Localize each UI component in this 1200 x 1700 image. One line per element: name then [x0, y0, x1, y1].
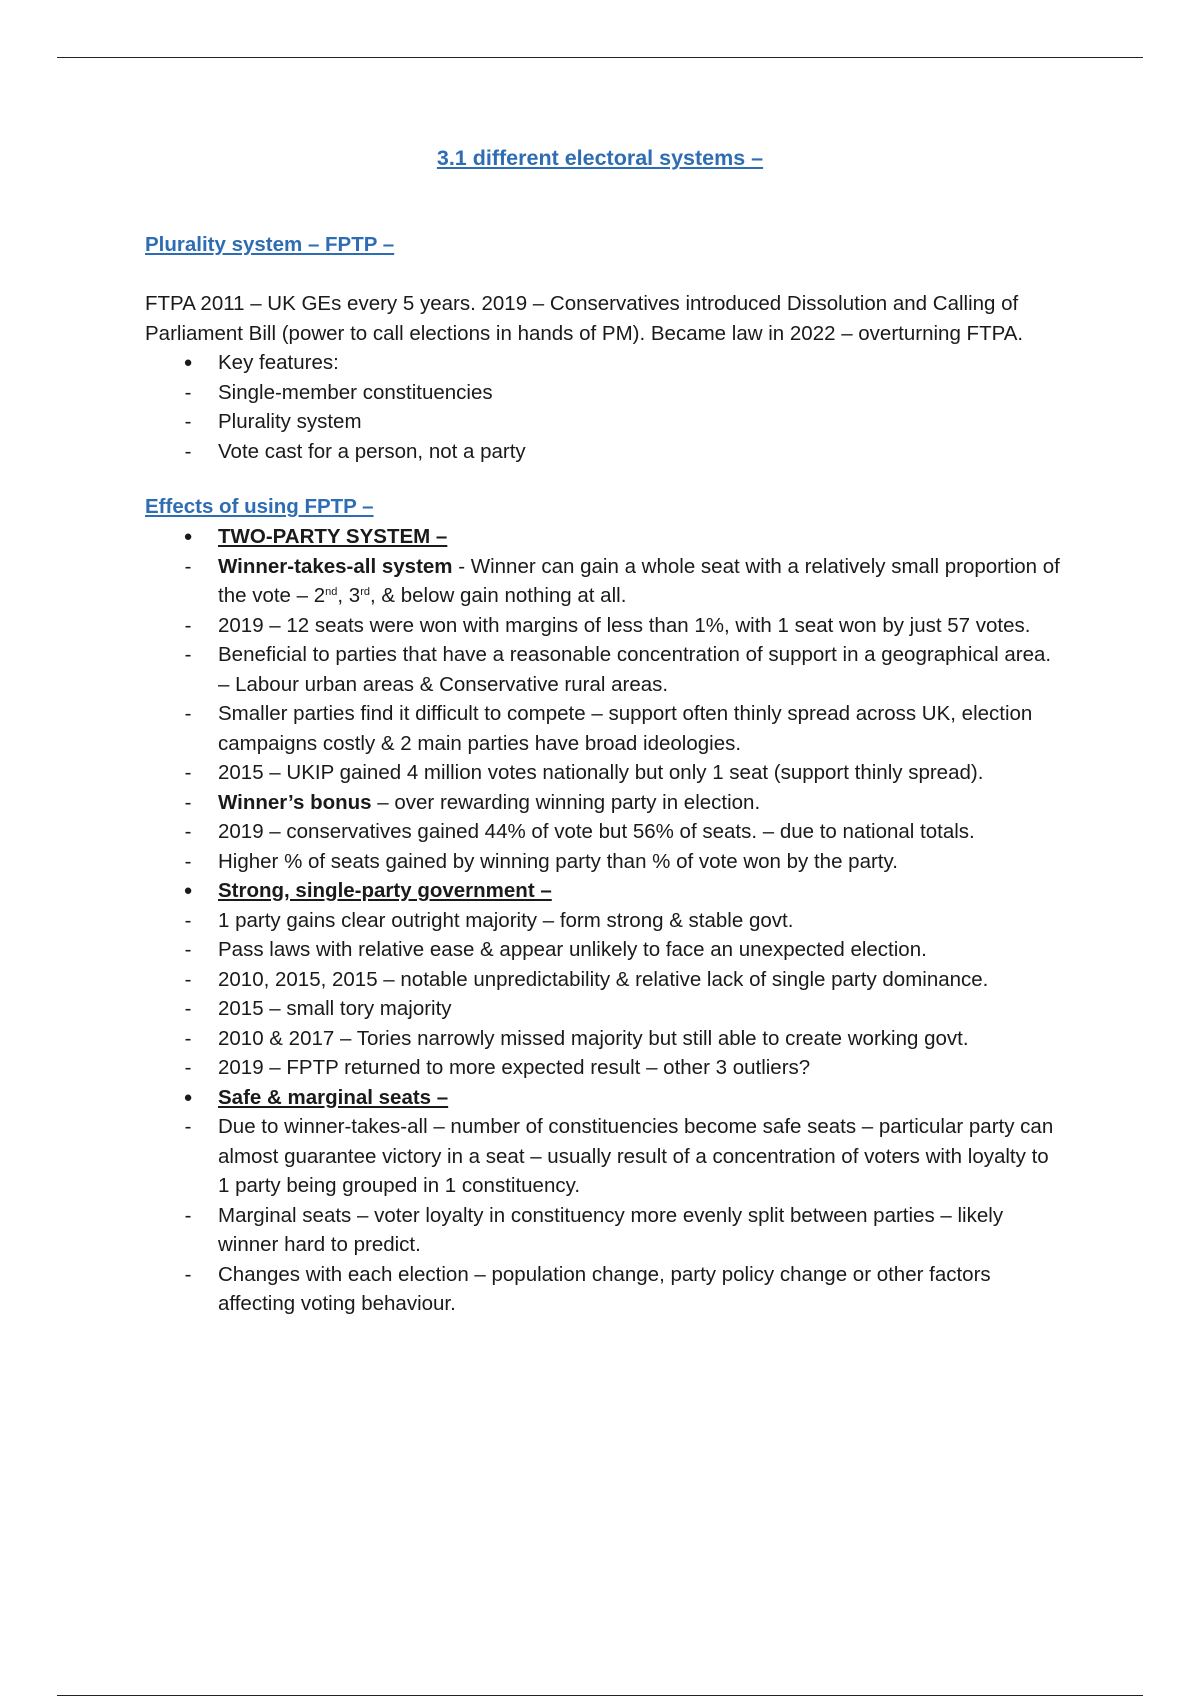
strong-govt-list	[145, 876, 1065, 1083]
bottom-rule	[57, 1695, 1143, 1696]
list-item: - Vote cast for a person, not a party	[145, 437, 1065, 467]
dash-icon: -	[184, 938, 192, 961]
bullet-icon: ●	[183, 528, 193, 545]
dash-icon: -	[184, 820, 192, 843]
list-item: - Higher % of seats gained by winning party than % of vote won by the party.	[145, 847, 1065, 877]
list-item	[145, 1083, 1065, 1113]
effects-heading: Effects of using FPTP –	[145, 495, 374, 518]
list-item: - 2019 – 12 seats were won with margins of less than 1%, with 1 seat won by just 57 votes.	[145, 611, 1065, 641]
key-features-list	[145, 348, 1065, 466]
dash-icon: -	[184, 1262, 192, 1286]
dash-icon: -	[184, 613, 192, 637]
list-item: - 2019 – FPTP returned to more expected result – other 3 outliers?	[145, 1053, 1065, 1083]
dash-icon: -	[184, 967, 192, 991]
list-item: - 2019 – conservatives gained 44% of vote but 56% of seats. – due to national totals.	[145, 817, 1065, 847]
list-item	[145, 876, 1065, 906]
bullet-icon: ●	[183, 1088, 193, 1106]
list-item: - Marginal seats – voter loyalty in constituency more evenly split between parties – likely winner hard to predict.	[145, 1201, 1065, 1260]
list-item: ● Key features:	[145, 348, 1065, 378]
list-item: - 2010 & 2017 – Tories narrowly missed majority but still able to create working govt.	[145, 1024, 1065, 1054]
dash-icon: -	[184, 1203, 192, 1227]
list-item: - Winner’s bonus – over rewarding winning party in election.	[145, 788, 1065, 818]
list-item: - 2010, 2015, 2015 – notable unpredictability & relative lack of single party dominance.	[145, 965, 1065, 995]
dash-icon: -	[184, 1026, 192, 1050]
two-party-heading: TWO-PARTY SYSTEM –	[218, 525, 448, 548]
dash-icon: -	[184, 439, 192, 463]
dash-icon: -	[184, 997, 192, 1020]
dash-icon: -	[184, 1056, 192, 1079]
dash-icon: -	[184, 380, 192, 404]
bullet-icon: ●	[183, 882, 193, 899]
dash-icon: -	[184, 849, 192, 873]
list-item: - 2015 – small tory majority	[145, 994, 1065, 1024]
safe-marginal-list	[145, 1083, 1065, 1319]
list-item: - Single-member constituencies	[145, 378, 1065, 408]
strong-govt-heading: Strong, single-party government –	[218, 879, 552, 902]
dash-icon: -	[184, 554, 192, 578]
list-item: - Beneficial to parties that have a reasonable concentration of support in a geographical area. – Labour urban areas & Conservative rural areas.	[145, 640, 1065, 699]
two-party-list	[145, 522, 1065, 876]
dash-icon: -	[184, 410, 192, 433]
list-item: - Changes with each election – population change, party policy change or other factors affecting voting behaviour.	[145, 1260, 1065, 1319]
bullet-icon: ●	[183, 354, 193, 371]
dash-icon: -	[184, 702, 192, 725]
dash-icon: -	[184, 908, 192, 932]
list-item: - Smaller parties find it difficult to compete – support often thinly spread across UK, election campaigns costly & 2 main parties have broad ideologies.	[145, 699, 1065, 758]
page-title: 3.1 different electoral systems –	[436, 146, 764, 170]
top-rule	[57, 57, 1143, 58]
list-item: - Due to winner-takes-all – number of constituencies become safe seats – particular party can almost guarantee victory in a seat – usually result of a concentration of voters with loyalty to 1 party being grouped in 1 constituency.	[145, 1112, 1065, 1201]
plurality-heading: Plurality system – FPTP –	[145, 233, 395, 256]
dash-icon: -	[184, 761, 192, 784]
dash-icon: -	[184, 643, 192, 666]
list-item: - Pass laws with relative ease & appear unlikely to face an unexpected election.	[145, 935, 1065, 965]
list-item: - 1 party gains clear outright majority – form strong & stable govt.	[145, 906, 1065, 936]
list-item: - 2015 – UKIP gained 4 million votes nationally but only 1 seat (support thinly spread).	[145, 758, 1065, 788]
safe-marginal-heading: Safe & marginal seats –	[218, 1085, 449, 1109]
ftpa-paragraph: FTPA 2011 – UK GEs every 5 years. 2019 – Conservatives introduced Dissolution and Calling of Parliament Bill (power to call elections in hands of PM). Became law in 2022 – overturning FTPA.	[145, 292, 1024, 345]
document-body	[145, 230, 1065, 1319]
dash-icon: -	[184, 790, 192, 814]
list-item: - Plurality system	[145, 407, 1065, 437]
list-item: - Winner-takes-all system - Winner can gain a whole seat with a relatively small proportion of the vote – 2nd, 3rd, & below gain nothing at all.	[145, 552, 1065, 611]
list-item	[145, 522, 1065, 552]
dash-icon: -	[184, 1115, 192, 1138]
